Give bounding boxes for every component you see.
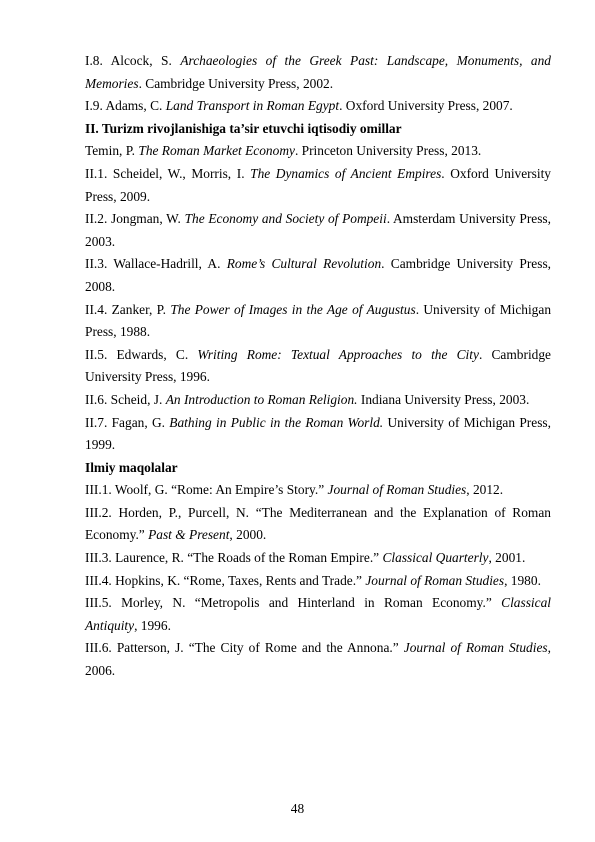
reference-author: II.1. Scheidel, W., Morris, I. — [85, 165, 251, 181]
reference-publisher: , 1996. — [134, 617, 171, 633]
section-heading: Ilmiy maqolalar — [85, 459, 178, 475]
reference-title: The Roman Market Economy — [138, 143, 295, 159]
reference-entry — [85, 140, 551, 163]
reference-publisher: . Cambridge University Press, 2008. — [85, 256, 551, 294]
reference-author: II.4. Zanker, P. — [85, 301, 171, 317]
reference-title: An Introduction to Roman Religion. — [165, 391, 358, 407]
reference-title: Classical Quarterly — [382, 550, 489, 566]
reference-entry — [85, 299, 551, 344]
reference-entry — [85, 50, 551, 95]
reference-entry — [85, 637, 551, 682]
reference-entry — [85, 95, 551, 118]
reference-entry — [85, 389, 551, 412]
reference-author: II.7. Fagan, G. — [85, 414, 170, 430]
reference-title: The Power of Images in the Age of Augustus — [170, 301, 416, 317]
reference-publisher: University of Michigan Press, 1999. — [85, 414, 551, 453]
reference-publisher: . Amsterdam University Press, 2003. — [85, 211, 551, 249]
section-heading: II. Turizm rivojlanishiga ta’sir etuvchi iqtisodiy omillar — [85, 120, 402, 136]
reference-author: III.4. Hopkins, K. “Rome, Taxes, Rents and Trade.” — [85, 572, 366, 588]
reference-title: Rome’s Cultural Revolution — [226, 256, 382, 272]
reference-entry — [85, 412, 551, 457]
reference-author: III.6. Patterson, J. “The City of Rome and the Annona.” — [85, 640, 404, 656]
reference-title: Writing Rome: Textual Approaches to the City — [197, 346, 479, 362]
reference-author: I.8. Alcock, S. — [85, 53, 181, 68]
reference-author: III.1. Woolf, G. “Rome: An Empire’s Story.” — [85, 482, 328, 498]
reference-entry — [85, 592, 551, 637]
reference-entry — [85, 208, 551, 253]
reference-title: Land Transport in Roman Egypt — [165, 98, 340, 114]
reference-entry — [85, 344, 551, 389]
reference-publisher: , 2000. — [229, 527, 267, 543]
reference-title: Bathing in Public in the Roman World. — [169, 414, 384, 430]
reference-entry — [85, 547, 551, 570]
reference-author: III.3. Laurence, R. “The Roads of the Roman Empire.” — [85, 550, 383, 566]
reference-author: III.2. Horden, P., Purcell, N. “The Mediterranean and the Explanation of Roman Economy.” — [85, 504, 551, 543]
reference-publisher: . Cambridge University Press, 2002. — [138, 75, 334, 91]
reference-publisher: . University of Michigan Press, 1988. — [85, 301, 552, 340]
reference-entry — [85, 502, 551, 547]
reference-title: Classical Antiquity — [85, 595, 551, 633]
reference-publisher: , 2012. — [466, 482, 504, 498]
reference-author: II.2. Jongman, W. — [85, 211, 185, 227]
reference-publisher: . Cambridge University Press, 1996. — [85, 346, 551, 385]
reference-publisher: , 2001. — [488, 550, 526, 566]
reference-entry — [85, 479, 551, 502]
reference-author: III.5. Morley, N. “Metropolis and Hinterland in Roman Economy.” — [85, 595, 502, 611]
reference-publisher: Indiana University Press, 2003. — [357, 391, 530, 407]
reference-author: Temin, P. — [85, 143, 139, 159]
reference-title: Journal of Roman Studies — [327, 482, 467, 498]
reference-author: I.9. Adams, C. — [85, 98, 166, 114]
reference-entry — [85, 570, 551, 593]
reference-author: II.3. Wallace-Hadrill, A. — [85, 256, 227, 272]
reference-publisher: . Princeton University Press, 2013. — [294, 143, 482, 159]
reference-title: The Dynamics of Ancient Empires — [250, 165, 442, 181]
page-number: 48 — [290, 801, 305, 816]
reference-publisher: , 1980. — [504, 572, 541, 588]
reference-title: Past & Present — [148, 527, 230, 543]
reference-author: II.5. Edwards, C. — [85, 346, 198, 362]
reference-publisher: . Oxford University Press, 2009. — [85, 165, 551, 204]
reference-author: II.6. Scheid, J. — [85, 391, 166, 407]
reference-title: Journal of Roman Studies — [403, 640, 548, 656]
reference-publisher: . Oxford University Press, 2007. — [339, 98, 513, 114]
reference-title: Journal of Roman Studies — [365, 572, 505, 588]
reference-publisher: , 2006. — [85, 640, 551, 679]
page-content — [85, 50, 551, 683]
reference-entry — [85, 253, 551, 298]
reference-entry — [85, 163, 551, 208]
reference-title: Archaeologies of the Greek Past: Landscape, Monuments, and Memories — [85, 53, 551, 91]
reference-title: The Economy and Society of Pompeii — [184, 211, 387, 227]
